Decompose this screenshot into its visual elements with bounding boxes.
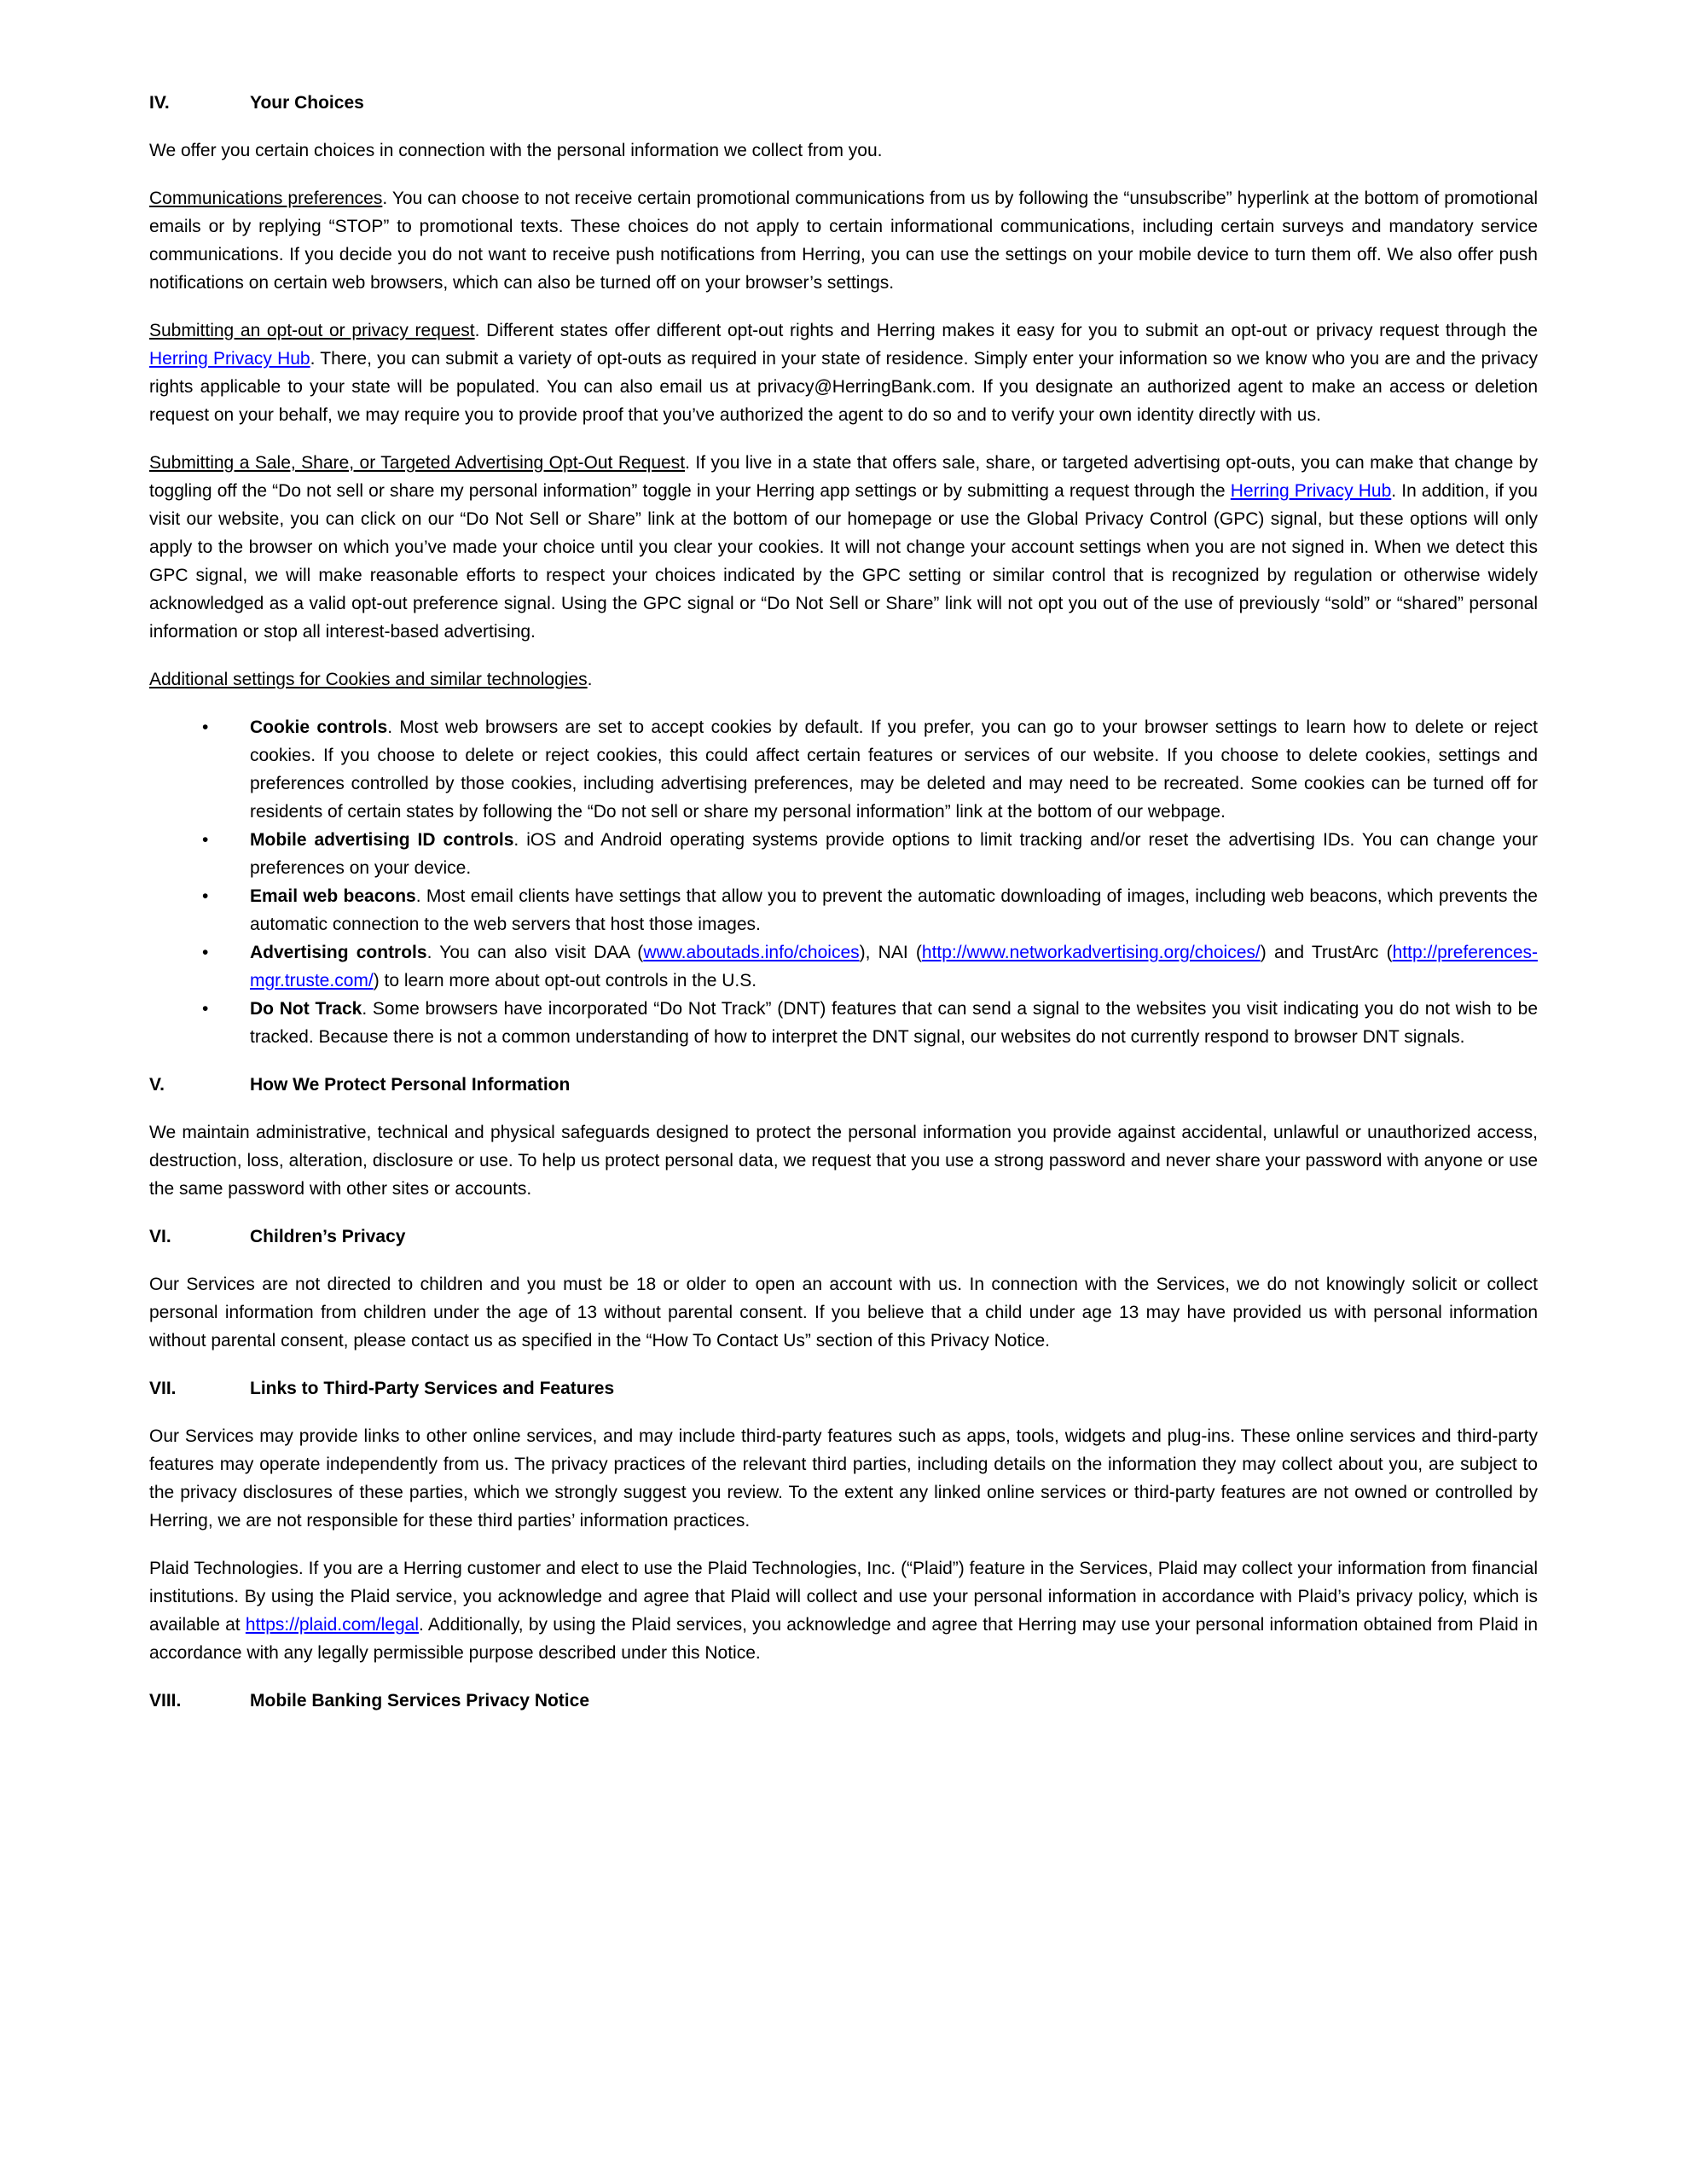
- underlined-lead: Submitting an opt-out or privacy request: [149, 321, 475, 340]
- paragraph-text: We offer you certain choices in connection with the personal information we collect from you.: [149, 141, 883, 160]
- paragraph-text: . In addition, if you visit our website, you can click on our “Do Not Sell or Share” link at the bottom of our homepage or use the Global Privacy Control (GPC) signal, but these options will only apply to the browser on which you’ve made your choice until you clear your cookies. It will not change your account settings when you are not signed in. When we detect this GPC signal, we will make reasonable efforts to respect your choices indicated by the GPC setting or similar control that is recognized by regulation or otherwise widely acknowledged as a valid opt-out preference signal. Using the GPC signal or “Do Not Sell or Share” link will not opt you out of the use of previously “sold” or “shared” personal information or stop all interest-based advertising.: [149, 481, 1538, 642]
- bullet-text: . Most email clients have settings that allow you to prevent the automatic downloading of images, including web beacons, which prevents the automatic connection to the web servers that host those images.: [250, 886, 1538, 934]
- bullet-email-web-beacons: [149, 882, 1538, 938]
- section-number: IV.: [149, 93, 170, 113]
- cookie-settings-bullet-list: [149, 713, 1538, 1051]
- underlined-lead: Additional settings for Cookies and similar technologies: [149, 670, 588, 689]
- daa-aboutads-link[interactable]: www.aboutads.info/choices: [643, 943, 860, 962]
- herring-privacy-hub-link-2[interactable]: Herring Privacy Hub: [1230, 481, 1392, 501]
- section-heading-v: [149, 1071, 1538, 1099]
- paragraph-childrens-privacy: [149, 1270, 1538, 1355]
- trustarc-preferences-link[interactable]: http://preferences-mgr.truste.com/: [250, 943, 1539, 990]
- paragraph-third-party-links: [149, 1422, 1538, 1535]
- paragraph-text: .: [587, 670, 593, 689]
- paragraph-text: We maintain administrative, technical and physical safeguards designed to protect the personal information you provide against accidental, unlawful or unauthorized access, destruction, loss, alteration, disclosure or use. To help us protect personal data, we request that you use a strong password and never share your password with anyone or use the same password with other sites or accounts.: [149, 1123, 1538, 1199]
- bullet-text: . Some browsers have incorporated “Do Not Track” (DNT) features that can send a signal to the websites you visit indicating you do not wish to be tracked. Because there is not a common understanding of how to interpret the DNT signal, our websites do not currently respond to browser DNT signals.: [250, 999, 1539, 1047]
- paragraph-text: Our Services are not directed to children and you must be 18 or older to open an account with us. In connection with the Services, we do not knowingly solicit or collect personal information from children under the age of 13 without parental consent. If you believe that a child under age 13 may have provided us with personal information without parental consent, please contact us as specified in the “How To Contact Us” section of this Privacy Notice.: [149, 1275, 1538, 1350]
- underlined-lead: Submitting a Sale, Share, or Targeted Advertising Opt-Out Request: [149, 453, 686, 473]
- paragraph-submitting-sale-share-optout: [149, 449, 1538, 646]
- section-heading-vi: [149, 1223, 1538, 1251]
- paragraph-how-we-protect: [149, 1118, 1538, 1203]
- section-heading-vii: [149, 1374, 1538, 1403]
- paragraph-text: Our Services may provide links to other online services, and may include third-party features such as apps, tools, widgets and plug-ins. These online services and third-party features may operate independently from us. The privacy practices of the relevant third parties, including details on the information they may collect about you, are subject to the privacy disclosures of these parties, which we strongly suggest you review. To the extent any linked online services or third-party features are not owned or controlled by Herring, we are not responsible for these third parties’ information practices.: [149, 1426, 1538, 1531]
- section-title: How We Protect Personal Information: [250, 1075, 571, 1095]
- paragraph-text: Plaid Technologies. If you are a Herring customer and elect to use the Plaid Technologies, Inc. (“Plaid”) feature in the Services, Plaid may collect your information from financial institutions. By using the Plaid service, you acknowledge and agree that Plaid will collect and use your personal information in accordance with Plaid’s privacy policy, which is available at: [149, 1559, 1538, 1635]
- bullet-mobile-advertising-id-controls: [149, 826, 1538, 882]
- bullet-lead: Mobile advertising ID controls: [250, 830, 514, 850]
- bullet-text: ) and TrustArc (: [1260, 943, 1393, 962]
- bullet-advertising-controls: [149, 938, 1538, 995]
- paragraph-additional-cookie-settings: [149, 665, 1538, 694]
- bullet-lead: Cookie controls: [250, 717, 388, 737]
- bullet-text: ) to learn more about opt-out controls in the U.S.: [373, 971, 757, 990]
- paragraph-text: . Additionally, by using the Plaid services, you acknowledge and agree that Herring may use your personal information obtained from Plaid in accordance with any legally permissible purpose described under this Notice.: [149, 1615, 1538, 1663]
- paragraph-communications-preferences: [149, 184, 1538, 297]
- bullet-lead: Advertising controls: [250, 943, 427, 962]
- bullet-text: . iOS and Android operating systems provide options to limit tracking and/or reset the advertising IDs. You can change your preferences on your device.: [250, 830, 1538, 878]
- paragraph-text: . Different states offer different opt-out rights and Herring makes it easy for you to submit an opt-out or privacy request through the: [474, 321, 1538, 340]
- paragraph-your-choices-intro: [149, 136, 1538, 165]
- plaid-legal-link[interactable]: https://plaid.com/legal: [245, 1615, 419, 1635]
- section-title: Your Choices: [250, 93, 364, 113]
- bullet-lead: Email web beacons: [250, 886, 416, 906]
- section-number: VI.: [149, 1227, 171, 1246]
- paragraph-plaid-technologies: [149, 1554, 1538, 1667]
- bullet-do-not-track: [149, 995, 1538, 1051]
- bullet-text: . You can also visit DAA (: [426, 943, 644, 962]
- herring-privacy-hub-link-1[interactable]: Herring Privacy Hub: [149, 349, 310, 369]
- section-number: V.: [149, 1075, 165, 1095]
- bullet-text: ), NAI (: [859, 943, 922, 962]
- section-heading-iv: [149, 89, 1538, 117]
- bullet-text: . Most web browsers are set to accept cookies by default. If you prefer, you can go to your browser settings to learn how to delete or reject cookies. If you choose to delete or reject cookies, this could affect certain features or services of our website. If you choose to delete cookies, settings and preferences controlled by those cookies, including advertising preferences, may be deleted and may need to be recreated. Some cookies can be turned off for residents of certain states by following the “Do not sell or share my personal information” link at the bottom of our webpage.: [250, 717, 1538, 822]
- paragraph-text: . You can choose to not receive certain promotional communications from us by following the “unsubscribe” hyperlink at the bottom of promotional emails or by replying “STOP” to promotional texts. These choices do not apply to certain informational communications, including certain surveys and mandatory service communications. If you decide you do not want to receive push notifications from Herring, you can use the settings on your mobile device to turn them off. We also offer push notifications on certain web browsers, which can also be turned off on your browser’s settings.: [149, 189, 1538, 293]
- section-title: Links to Third-Party Services and Features: [250, 1379, 615, 1398]
- nai-networkadvertising-link[interactable]: http://www.networkadvertising.org/choices/: [921, 943, 1261, 962]
- paragraph-submitting-optout-request: [149, 317, 1538, 429]
- section-title: Mobile Banking Services Privacy Notice: [250, 1691, 589, 1711]
- bullet-cookie-controls: [149, 713, 1538, 826]
- section-heading-viii: [149, 1687, 1538, 1715]
- section-title: Children’s Privacy: [250, 1227, 406, 1246]
- paragraph-text: . If you live in a state that offers sale, share, or targeted advertising opt-outs, you can make that change by toggling off the “Do not sell or share my personal information” toggle in your Herring app settings or by submitting a request through the: [149, 453, 1538, 501]
- paragraph-text: . There, you can submit a variety of opt-outs as required in your state of residence. Simply enter your information so we know who you are and the privacy rights applicable to your state will be populated. You can also email us at privacy@HerringBank.com. If you designate an authorized agent to make an access or deletion request on your behalf, we may require you to provide proof that you’ve authorized the agent to do so and to verify your own identity directly with us.: [149, 349, 1538, 425]
- bullet-lead: Do Not Track: [250, 999, 362, 1019]
- section-number: VIII.: [149, 1691, 182, 1711]
- underlined-lead: Communications preferences: [149, 189, 383, 208]
- section-number: VII.: [149, 1379, 177, 1398]
